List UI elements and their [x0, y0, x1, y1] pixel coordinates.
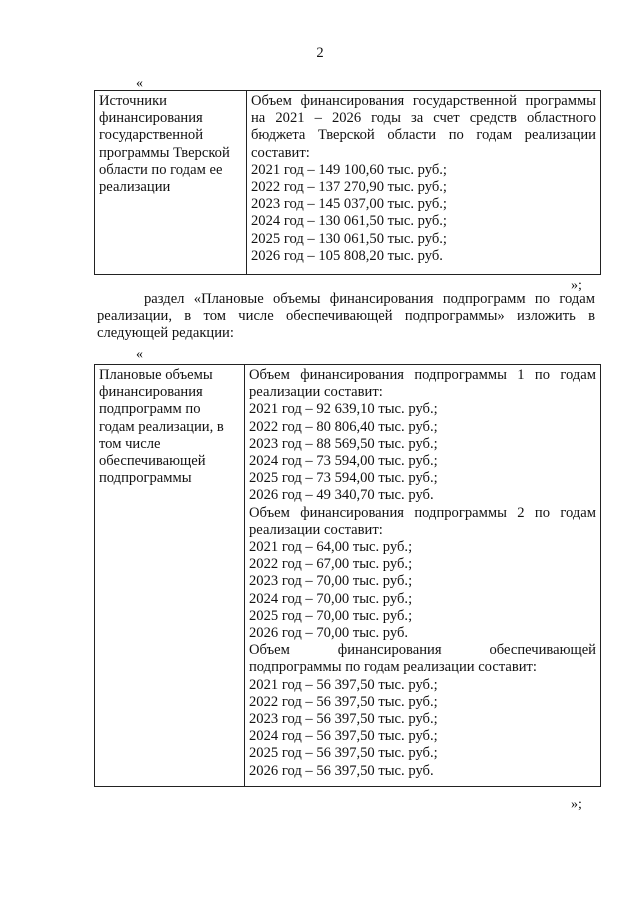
closing-quote-2: »;: [571, 797, 582, 812]
sources-label: Источники финансирования государственной программы Тверской области по годам ее реализации: [99, 93, 230, 196]
page-number: 2: [316, 45, 324, 61]
subprogram-3-years: [249, 677, 596, 780]
sources-intro: Объем финансирования государственной программы на 2021 – 2026 годы за счет средств областного бюджета Тверской области по годам реализации составит:: [251, 93, 596, 161]
year-line: 2025 год – 70,00 тыс. руб.;: [249, 607, 413, 624]
year-line: 2023 год – 145 037,00 тыс. руб.;: [251, 196, 447, 213]
sources-table: [94, 90, 601, 275]
subprograms-value-cell: [245, 365, 601, 787]
subprograms-label-cell: [95, 365, 245, 787]
subprograms-label: Плановые объемы финансирования подпрограмм по годам реализации, в том числе обеспечивающей подпрограммы: [99, 367, 224, 487]
year-line: 2024 год – 70,00 тыс. руб.;: [249, 590, 413, 607]
opening-quote-1: «: [136, 76, 143, 91]
subprogram-2-intro: Объем финансирования подпрограммы 2 по годам реализации составит:: [249, 504, 596, 538]
year-line: 2021 год – 56 397,50 тыс. руб.;: [249, 676, 438, 693]
year-line: 2026 год – 105 808,20 тыс. руб.: [251, 247, 443, 264]
year-line: 2026 год – 49 340,70 тыс. руб.: [249, 487, 434, 504]
year-line: 2023 год – 70,00 тыс. руб.;: [249, 573, 413, 590]
sources-label-cell: [95, 91, 247, 275]
year-line: 2023 год – 88 569,50 тыс. руб.;: [249, 435, 438, 452]
subprogram-1-years: [249, 401, 596, 504]
year-line: 2022 год – 56 397,50 тыс. руб.;: [249, 693, 438, 710]
year-line: 2021 год – 92 639,10 тыс. руб.;: [249, 401, 438, 418]
subprogram-2-years: [249, 539, 596, 642]
year-line: 2024 год – 130 061,50 тыс. руб.;: [251, 213, 447, 230]
year-line: 2024 год – 56 397,50 тыс. руб.;: [249, 728, 438, 745]
year-line: 2022 год – 137 270,90 тыс. руб.;: [251, 179, 447, 196]
year-line: 2025 год – 130 061,50 тыс. руб.;: [251, 230, 447, 247]
subprogram-3-intro: Объем финансирования обеспечивающей подпрограммы по годам реализации составит:: [249, 642, 596, 676]
year-line: 2021 год – 149 100,60 тыс. руб.;: [251, 161, 447, 178]
subprogram-1-intro: Объем финансирования подпрограммы 1 по годам реализации составит:: [249, 367, 596, 401]
instruction-paragraph: раздел «Плановые объемы финансирования подпрограмм по годам реализации, в том числе обеспечивающей подпрограммы» изложить в следующей редакции:: [97, 291, 595, 342]
year-line: 2025 год – 73 594,00 тыс. руб.;: [249, 470, 438, 487]
year-line: 2025 год – 56 397,50 тыс. руб.;: [249, 745, 438, 762]
year-line: 2026 год – 56 397,50 тыс. руб.: [249, 762, 434, 779]
closing-quote-1: »;: [571, 278, 582, 293]
opening-quote-2: «: [136, 347, 143, 362]
year-line: 2023 год – 56 397,50 тыс. руб.;: [249, 711, 438, 728]
subprograms-table: [94, 364, 601, 787]
sources-years: [251, 162, 596, 265]
year-line: 2021 год – 64,00 тыс. руб.;: [249, 539, 413, 556]
year-line: 2024 год – 73 594,00 тыс. руб.;: [249, 453, 438, 470]
year-line: 2022 год – 67,00 тыс. руб.;: [249, 556, 413, 573]
year-line: 2026 год – 70,00 тыс. руб.: [249, 625, 409, 642]
sources-value-cell: [247, 91, 601, 275]
year-line: 2022 год – 80 806,40 тыс. руб.;: [249, 418, 438, 435]
